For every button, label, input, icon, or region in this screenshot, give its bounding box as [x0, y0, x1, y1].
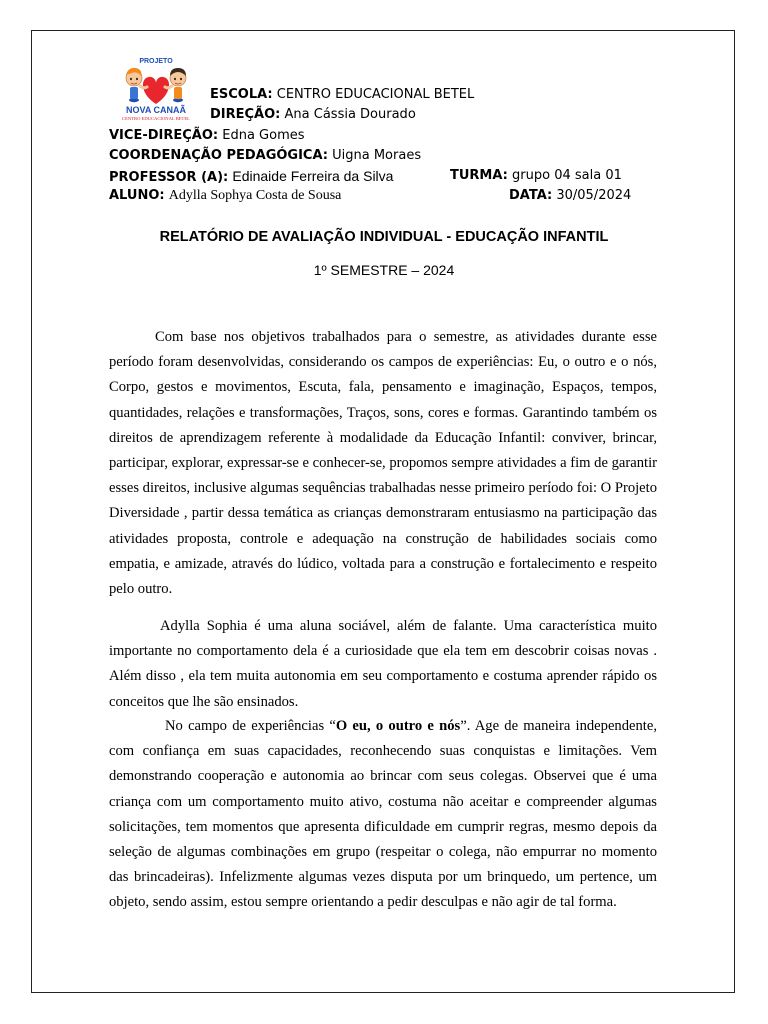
- header-coord-line: [109, 147, 421, 165]
- professor-label: PROFESSOR (A):: [109, 170, 229, 185]
- p3-body: ”. Age de maneira independente, com confiança em suas capacidades, reconhecendo suas conquistas e limitações. Vem demonstrando cooperação e autonomia ao brincar com seus colegas. Observei que é uma criança com um comportamento muito ativo, costuma não aceitar e compreender algumas solicitações, tem momentos que apresenta dificuldade em cumprir regras, mesmo depois da seleção de algumas combinações em grupo (respeitar o colega, não empurrar no momento das brincadeiras). Infelizmente algumas vezes disputa por um brinquedo, um pertence, um objeto, sendo assim, estou sempre orientando a pedir desculpas e não agir de tal forma.: [109, 718, 657, 911]
- header-professor-line: [109, 167, 393, 187]
- school-logo: [110, 56, 202, 122]
- turma-value: grupo 04 sala 01: [512, 168, 622, 183]
- header-data-line: [509, 187, 631, 205]
- vice-value: Edna Gomes: [222, 128, 305, 143]
- vice-label: VICE-DIREÇÃO:: [109, 128, 219, 143]
- aluno-value: Adylla Sophya Costa de Sousa: [168, 188, 342, 203]
- professor-value: Edinaide Ferreira da Silva: [232, 168, 394, 184]
- data-label: DATA:: [509, 188, 553, 203]
- data-value: 30/05/2024: [556, 188, 632, 203]
- escola-label: ESCOLA:: [210, 87, 273, 102]
- logo-subtitle: CENTRO EDUCACIONAL BETEL: [122, 116, 190, 121]
- coord-label: COORDENAÇÃO PEDAGÓGICA:: [109, 148, 328, 163]
- header-vice-line: [109, 127, 305, 145]
- paragraph-objectives: Com base nos objetivos trabalhados para o semestre, as atividades durante esse período foram desenvolvidas, considerando os campos de experiências: Eu, o outro e o nós, Corpo, gestos e movimentos, Escuta, fala, pensamento e imaginação, Espaços, tempos, quantidades, relações e transformações, Traços, sons, cores e formas. Garantindo também os direitos de aprendizagem referente à modalidade da Educação Infantil: conviver, brincar, participar, explorar, expressar-se e conhecer-se, propomos sempre atividades a fim de garantir esses direitos, inclusive algumas sequências trabalhadas nesse primeiro período foi: O Projeto Diversidade , partir dessa temática as crianças demonstraram entusiasmo na participação das atividades proposta, controle e adequação na construção de habilidades sociais como empatia, e amizade, através do lúdico, voltada para a construção e fortalecimento e respeito pelo outro.: [109, 329, 657, 598]
- header-direcao-line: [210, 106, 416, 124]
- paragraph-student-profile: Adylla Sophia é uma aluna sociável, além de falante. Uma característica muito importante no comportamento dela é a curiosidade que ela tem em descobrir coisas novas . Além disso , ela tem muita autonomia em seu comportamento e costuma aprender rápido os conceitos que lhe são ensinados.: [109, 618, 657, 710]
- report-semester: 1º SEMESTRE – 2024: [313, 262, 455, 278]
- header-escola-line: [210, 86, 474, 104]
- p3-intro: No campo de experiências “: [165, 718, 336, 734]
- direcao-value: Ana Cássia Dourado: [284, 107, 416, 122]
- aluno-label: ALUNO:: [109, 188, 165, 203]
- coord-value: Uigna Moraes: [332, 148, 422, 163]
- turma-label: TURMA:: [450, 168, 508, 183]
- paragraph-experience-field: [109, 714, 657, 916]
- logo-top-text: PROJETO: [139, 58, 173, 65]
- header-aluno-line: [109, 187, 341, 205]
- report-title: RELATÓRIO DE AVALIAÇÃO INDIVIDUAL - EDUCAÇÃO INFANTIL: [159, 229, 609, 245]
- direcao-label: DIREÇÃO:: [210, 107, 281, 122]
- logo-name: NOVA CANAÃ: [126, 105, 186, 115]
- header-turma-line: [450, 167, 622, 185]
- p3-bold-field: O eu, o outro e nós: [335, 718, 461, 734]
- escola-value: CENTRO EDUCACIONAL BETEL: [276, 87, 475, 102]
- nova-canaa-logo-graphic: [110, 56, 202, 122]
